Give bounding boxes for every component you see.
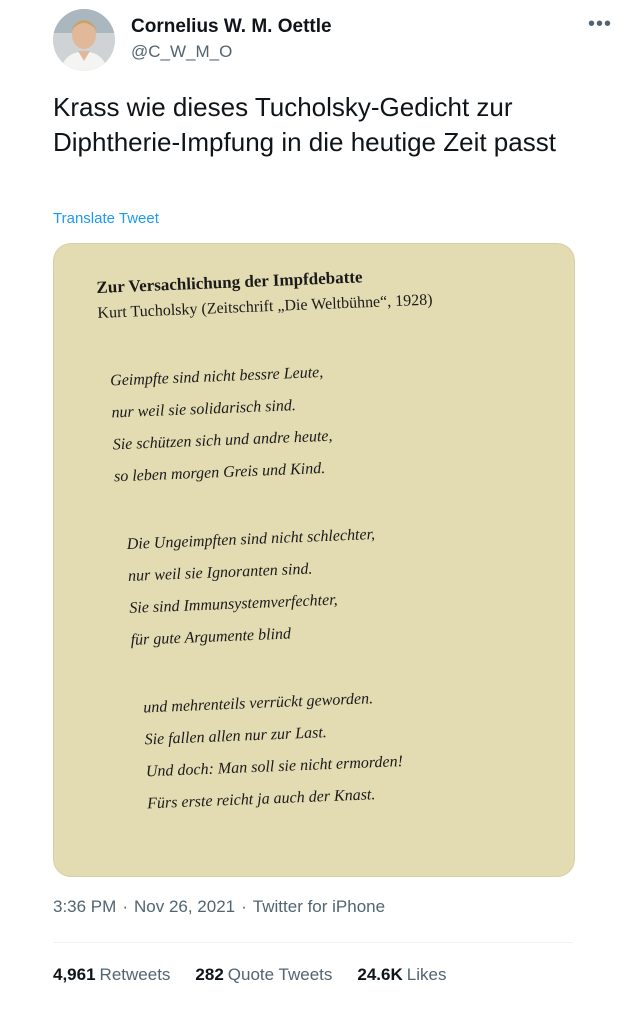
poem-line: Fürs erste reicht ja auch der Knast. [146, 786, 376, 813]
avatar-image [53, 9, 115, 71]
poem-line: Sie sind Immunsystemverfechter, [129, 591, 338, 617]
tweet-stats [53, 965, 446, 985]
quote-tweets-count: 282 [195, 965, 224, 984]
likes-count: 24.6K [357, 965, 403, 984]
likes-stat[interactable] [357, 965, 446, 985]
poem-line: für gute Argumente blind [130, 625, 292, 649]
retweets-count: 4,961 [53, 965, 96, 984]
tweet-media-image[interactable] [53, 243, 575, 877]
tweet-header [53, 9, 615, 71]
more-horizontal-icon[interactable]: ••• [587, 12, 612, 35]
quote-tweets-label: Quote Tweets [227, 965, 333, 984]
translate-tweet-link[interactable]: Translate Tweet [53, 210, 159, 227]
quote-tweets-stat[interactable] [195, 965, 332, 985]
poem-line: so leben morgen Greis und Kind. [113, 459, 326, 486]
likes-label: Likes [406, 965, 447, 984]
poem-stanza [106, 511, 571, 657]
retweets-stat[interactable] [53, 965, 170, 985]
tweet-source[interactable]: Twitter for iPhone [252, 897, 386, 916]
separator: · [122, 897, 128, 916]
poem-line: nur weil sie Ignoranten sind. [127, 560, 313, 585]
poem-line: und mehrenteils verrückt geworden. [143, 690, 374, 717]
poem-stanza [113, 675, 575, 821]
poem-line: Und doch: Man soll sie nicht ermorden! [145, 753, 404, 781]
tweet-text: Krass wie dieses Tucholsky-Gedicht zur Diphtherie-Impfung in die heutige Zeit passt [53, 92, 556, 157]
tweet-time[interactable]: 3:36 PM [53, 897, 117, 916]
poem-author: Kurt Tucholsky (Zeitschrift „Die Weltbühne“, 1928) [97, 291, 433, 322]
poem-stanza [100, 347, 565, 493]
poem-line: Sie schützen sich und andre heute, [112, 427, 333, 454]
poem [96, 258, 575, 822]
retweets-label: Retweets [99, 965, 171, 984]
tweet-meta [53, 897, 385, 917]
poem-line: nur weil sie solidarisch sind. [111, 397, 297, 422]
poem-title: Zur Versachlichung der Impfdebatte [96, 267, 363, 297]
author-display-name[interactable]: Cornelius W. M. Oettle [131, 16, 332, 37]
avatar[interactable] [53, 9, 115, 71]
author-handle[interactable]: @C_W_M_O [131, 42, 233, 61]
poem-line: Die Ungeimpften sind nicht schlechter, [126, 526, 376, 553]
tweet-date[interactable]: Nov 26, 2021 [133, 897, 236, 916]
divider [53, 942, 573, 943]
poem-line: Geimpfte sind nicht bessre Leute, [109, 363, 324, 390]
separator: · [241, 897, 247, 916]
poem-line: Sie fallen allen nur zur Last. [144, 724, 328, 749]
